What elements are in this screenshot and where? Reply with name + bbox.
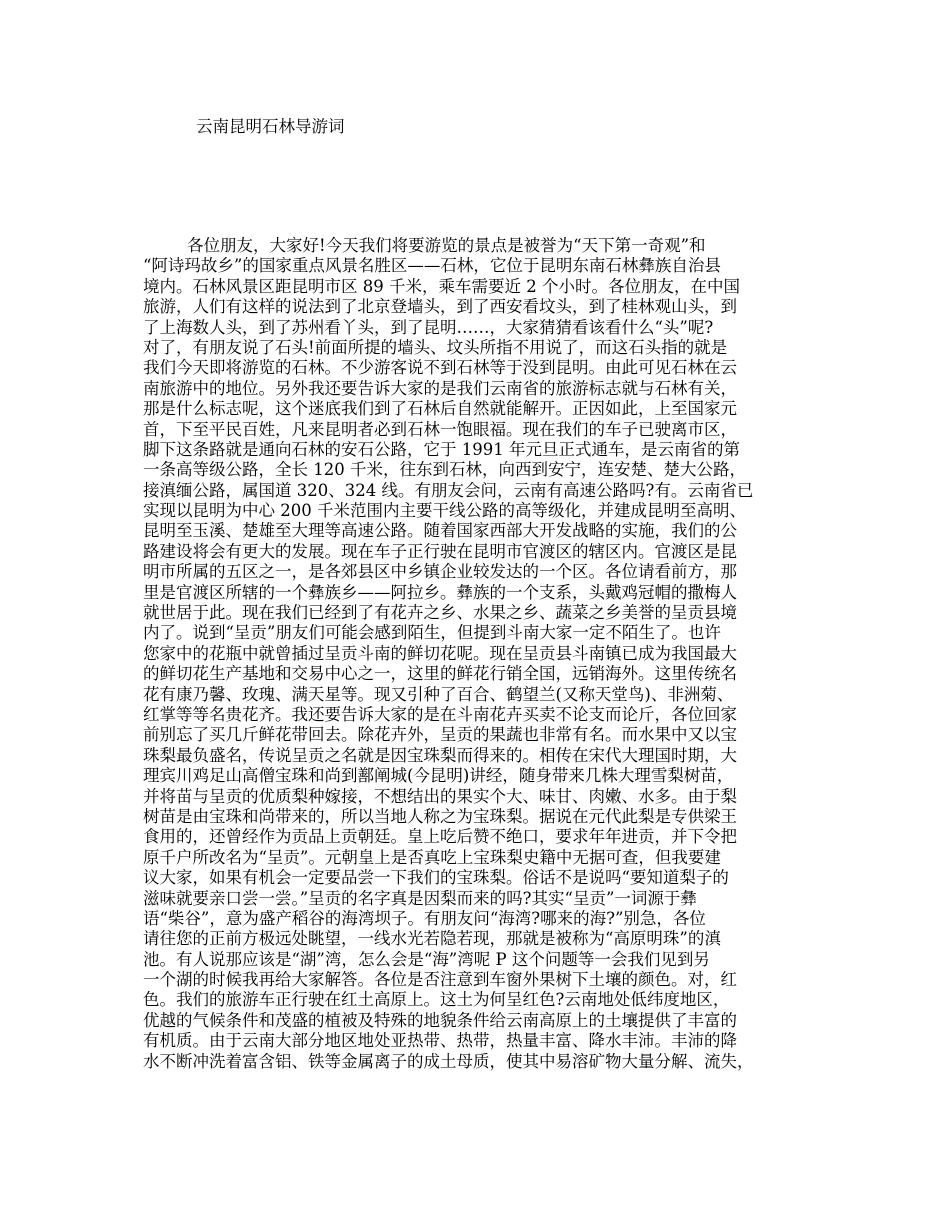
body-text-line: 旅游，人们有这样的说法到了北京登墙头，到了西安看坟头，到了桂林观山头，到 [143, 297, 737, 317]
body-text-line: 树苗是由宝珠和尚带来的，所以当地人称之为宝珠梨。据说在元代此梨是专供梁王 [143, 806, 737, 826]
body-text-line: 水不断冲洗着富含铝、铁等金属离子的成土母质，使其中易溶矿物大量分解、流失， [143, 1051, 754, 1071]
body-text-line: 红掌等等名贵花齐。我还要告诉大家的是在斗南花卉买卖不论支而论斤，各位回家 [143, 704, 737, 724]
body-text-line: 一条高等级公路，全长 120 千米，往东到石林，向西到安宁，连安楚、楚大公路， [143, 460, 746, 480]
body-text-line: 一个湖的时候我再给大家解答。各位是否注意到车窗外果树下土壤的颜色。对，红 [143, 970, 737, 990]
body-text-line: 议大家，如果有机会一定要品尝一下我们的宝珠梨。俗话不是说吗“要知道梨子的 [143, 868, 729, 888]
body-text-line: 滋味就要亲口尝一尝。”呈贡的名字真是因梨而来的吗?其实“呈贡”一词源于彝 [143, 888, 697, 908]
body-text-line: 南旅游中的地位。另外我还要告诉大家的是我们云南省的旅游标志就与石林有关， [143, 378, 737, 398]
body-text-line: 脚下这条路就是通向石林的安石公路，它于 1991 年元旦正式通车，是云南省的第 [143, 439, 740, 459]
body-text-line: 接滇缅公路，属国道 320、324 线。有朋友会问，云南有高速公路吗?有。云南省已 [143, 480, 754, 500]
body-text-line: 有机质。由于云南大部分地区地处亚热带、热带，热量丰富、降水丰沛。丰沛的降 [143, 1031, 737, 1051]
body-text-line: “阿诗玛故乡”的国家重点风景名胜区——石林，它位于昆明东南石林彝族自治县 [143, 256, 721, 276]
body-text-line: 那是什么标志呢，这个迷底我们到了石林后自然就能解开。正因如此，上至国家元 [143, 399, 737, 419]
body-text-line: 路建设将会有更大的发展。现在车子正行驶在昆明市官渡区的辖区内。官渡区是昆 [143, 541, 737, 561]
body-text-line: 的鲜切花生产基地和交易中心之一，这里的鲜花行销全国，远销海外。这里传统名 [143, 664, 737, 684]
body-text-line: 原千户所改名为“呈贡”。元朝皇上是否真吃上宝珠梨史籍中无据可查，但我要建 [143, 847, 721, 867]
body-text-line: 请往您的正前方极远处眺望，一线水光若隐若现，那就是被称为“高原明珠”的滇 [143, 929, 721, 949]
body-text-line: 明市所属的五区之一，是各郊县区中乡镇企业较发达的一个区。各位请看前方，那 [143, 562, 737, 582]
body-text-line: 内了。说到“呈贡”朋友们可能会感到陌生，但提到斗南大家一定不陌生了。也许 [143, 623, 721, 643]
body-text-line: 前别忘了买几斤鲜花带回去。除花卉外，呈贡的果蔬也非常有名。而水果中又以宝 [143, 725, 737, 745]
body-text-line: 昆明至玉溪、楚雄至大理等高速公路。随着国家西部大开发战略的实施，我们的公 [143, 521, 737, 541]
body-text-line: 您家中的花瓶中就曾插过呈贡斗南的鲜切花呢。现在呈贡县斗南镇已成为我国最大 [143, 643, 737, 663]
body-text-line: 首，下至平民百姓，凡来昆明者必到石林一饱眼福。现在我们的车子已驶离市区， [143, 419, 737, 439]
body-text-line: 语“柴谷”，意为盛产稻谷的海湾坝子。有朋友问“海湾?哪来的海?”别急，各位 [143, 908, 706, 928]
body-text-line: 里是官渡区所辖的一个彝族乡——阿拉乡。彝族的一个支系，头戴鸡冠帽的撒梅人 [143, 582, 737, 602]
body-text-line: 境内。石林风景区距昆明市区 89 千米，乘车需要近 2 个小时。各位朋友，在中国 [143, 276, 740, 296]
body-text-line: 我们今天即将游览的石林。不少游客说不到石林等于没到昆明。由此可见石林在云 [143, 358, 737, 378]
body-text-line: 实现以昆明为中心 200 千米范围内主要干线公路的高等级化，并建成昆明至高明、 [143, 501, 746, 521]
body-text-line: 池。有人说那应该是“湖”湾，怎么会是“海”湾呢 P 这个问题等一会我们见到另 [143, 949, 710, 969]
body-text-line: 理宾川鸡足山高僧宝珠和尚到鄯阐城(今昆明)讲经，随身带来几株大理雪梨树苗， [143, 766, 734, 786]
body-text-line: 并将苗与呈贡的优质梨种嫁接，不想结出的果实个大、味甘、肉嫩、水多。由于梨 [143, 786, 737, 806]
body-text-line: 优越的气候条件和茂盛的植被及特殊的地貌条件给云南高原上的土壤提供了丰富的 [143, 1010, 737, 1030]
document-body [143, 236, 827, 1072]
body-text-line: 珠梨最负盛名，传说呈贡之名就是因宝珠梨而得来的。相传在宋代大理国时期，大 [143, 745, 737, 765]
body-text-line: 花有康乃馨、玫瑰、满天星等。现又引种了百合、鹤望兰(又称天堂鸟)、非洲菊、 [143, 684, 734, 704]
body-text-line: 各位朋友，大家好!今天我们将要游览的景点是被誉为“天下第一奇观”和 [187, 236, 706, 255]
body-text-line: 对了，有朋友说了石头!前面所提的墙头、坟头所指不用说了，而这石头指的就是 [143, 337, 728, 357]
body-text-line: 了上海数人头，到了苏州看丫头，到了昆明……，大家猜猜看该看什么“头”呢? [143, 317, 714, 337]
document-title: 云南昆明石林导游词 [196, 117, 345, 136]
body-text-line: 色。我们的旅游车正行驶在红土高原上。这土为何呈红色?云南地处低纬度地区， [143, 990, 730, 1010]
body-text-line: 就世居于此。现在我们已经到了有花卉之乡、水果之乡、蔬菜之乡美誉的呈贡县境 [143, 603, 737, 623]
body-text-line: 食用的，还曾经作为贡品上贡朝廷。皇上吃后赞不绝口，要求年年进贡，并下令把 [143, 827, 737, 847]
